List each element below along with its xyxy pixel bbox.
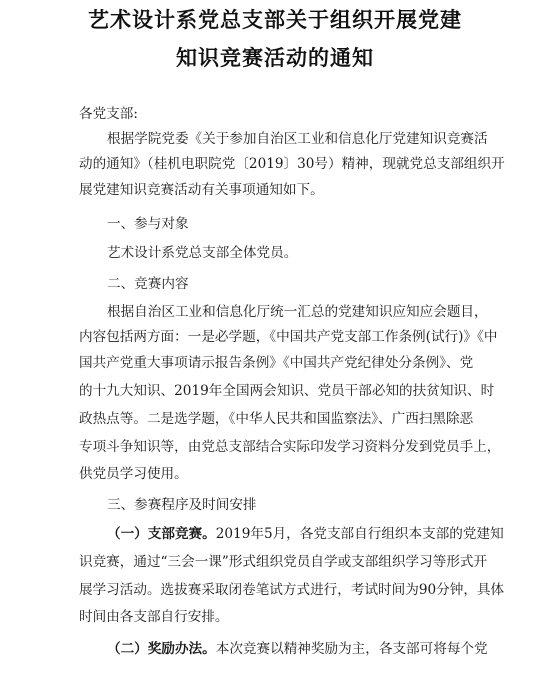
section-1-body: 艺术设计系党总支部全体党员。 <box>107 245 298 261</box>
subsection-1-line: 时间由各支部自行安排。 <box>79 609 229 625</box>
notice-title-line-1: 艺术设计系党总支部关于组织开展党建 <box>88 7 462 32</box>
intro-paragraph-line: 展党建知识竞赛活动有关事项通知如下。 <box>79 182 324 198</box>
intro-paragraph-line: 动的通知》（桂机电职院党〔2019〕30号）精神，现就党总支部组织开 <box>79 156 505 172</box>
subsection-2-first-line-text: 本次竞赛以精神奖励为主，各支部可将每个党 <box>215 641 488 657</box>
section-3-heading: 三、参赛程序及时间安排 <box>107 497 257 513</box>
section-2-line: 根据自治区工业和信息化厅统一汇总的党建知识应知应会题目， <box>107 304 488 320</box>
section-2-line: 国共产党重大事项请示报告条例》《中国共产党纪律处分条例》、党 <box>79 355 474 371</box>
section-2-line: 供党员学习使用。 <box>79 466 188 482</box>
intro-paragraph-line: 根据学院党委《关于参加自治区工业和信息化厅党建知识竞赛活 <box>107 131 488 147</box>
section-1-heading: 一、参与对象 <box>107 216 189 232</box>
subsection-1-first-line <box>107 525 504 543</box>
section-2-line: 专项斗争知识等，由党总支部结合实际印发学习资料分发到党员手上， <box>79 439 501 455</box>
subsection-1-label: （一）支部竞赛。 <box>107 526 216 542</box>
section-2-line: 的十九大知识、2019年全国两会知识、党员干部必知的扶贫知识、时 <box>79 383 495 399</box>
subsection-1-first-line-text: 2019年5月，各党支部自行组织本支部的党建知 <box>215 526 504 542</box>
subsection-2-label: （二）奖励办法。 <box>107 641 216 657</box>
subsection-1-line: 识竞赛，通过“三会一课”形式组织党员自学或支部组织学习等形式开 <box>79 554 488 570</box>
notice-title-line-2: 知识竞赛活动的通知 <box>176 45 374 70</box>
section-2-line: 政热点等。二是选学题，《中华人民共和国监察法》、广西扫黑除恶 <box>79 411 474 427</box>
section-2-line: 内容包括两方面：一是必学题，《中国共产党支部工作条例(试行)》《中 <box>79 329 498 345</box>
subsection-1-line: 展学习活动。选拔赛采取闭卷笔试方式进行，考试时间为90分钟，具体 <box>79 582 505 598</box>
salutation: 各党支部: <box>79 106 138 122</box>
section-2-heading: 二、竞赛内容 <box>107 276 189 292</box>
subsection-2-first-line <box>107 640 488 658</box>
